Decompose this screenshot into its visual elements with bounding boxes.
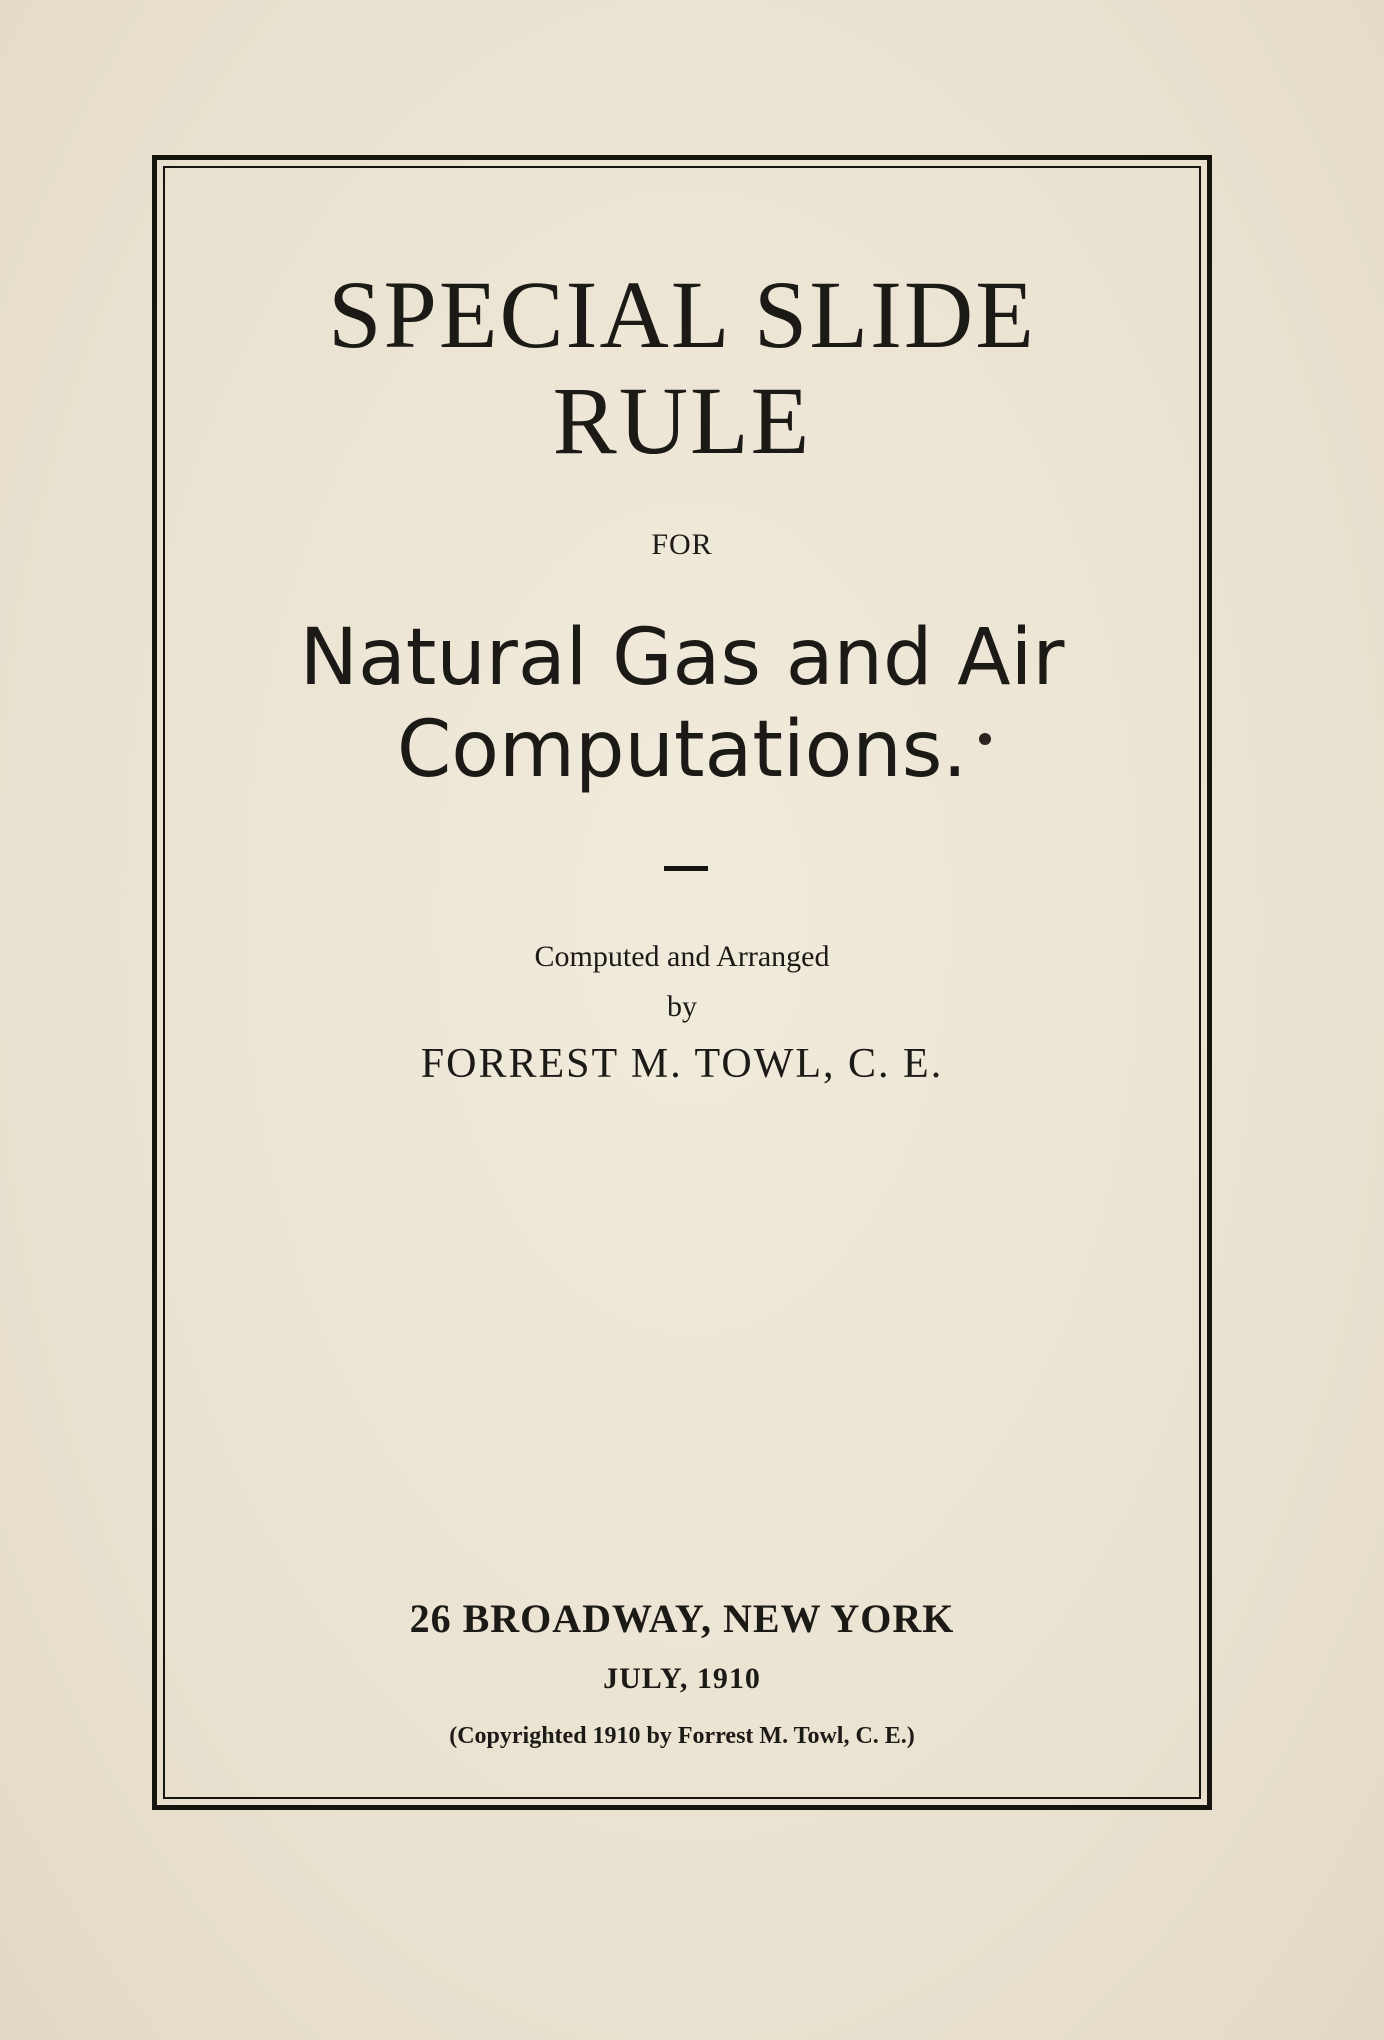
copyright-notice: (Copyrighted 1910 by Forrest M. Towl, C. E.) — [449, 1723, 915, 1749]
subtitle — [152, 612, 1212, 796]
computed-and-arranged: Computed and Arranged — [534, 940, 830, 973]
ink-speck — [979, 733, 991, 745]
by-label: by — [667, 990, 697, 1023]
publisher-address: 26 BROADWAY, NEW YORK — [409, 1596, 955, 1641]
subtitle-line-2: Computations. — [396, 705, 968, 795]
for-label: FOR — [651, 528, 713, 561]
divider-dash — [664, 866, 708, 871]
title-line-1: SPECIAL SLIDE — [328, 261, 1036, 368]
author-name: FORREST M. TOWL, C. E. — [420, 1041, 944, 1087]
publication-date: JULY, 1910 — [603, 1662, 761, 1695]
subtitle-line-1: Natural Gas and Air — [299, 613, 1065, 703]
title-line-2: RULE — [552, 367, 812, 474]
page-title — [152, 262, 1212, 474]
